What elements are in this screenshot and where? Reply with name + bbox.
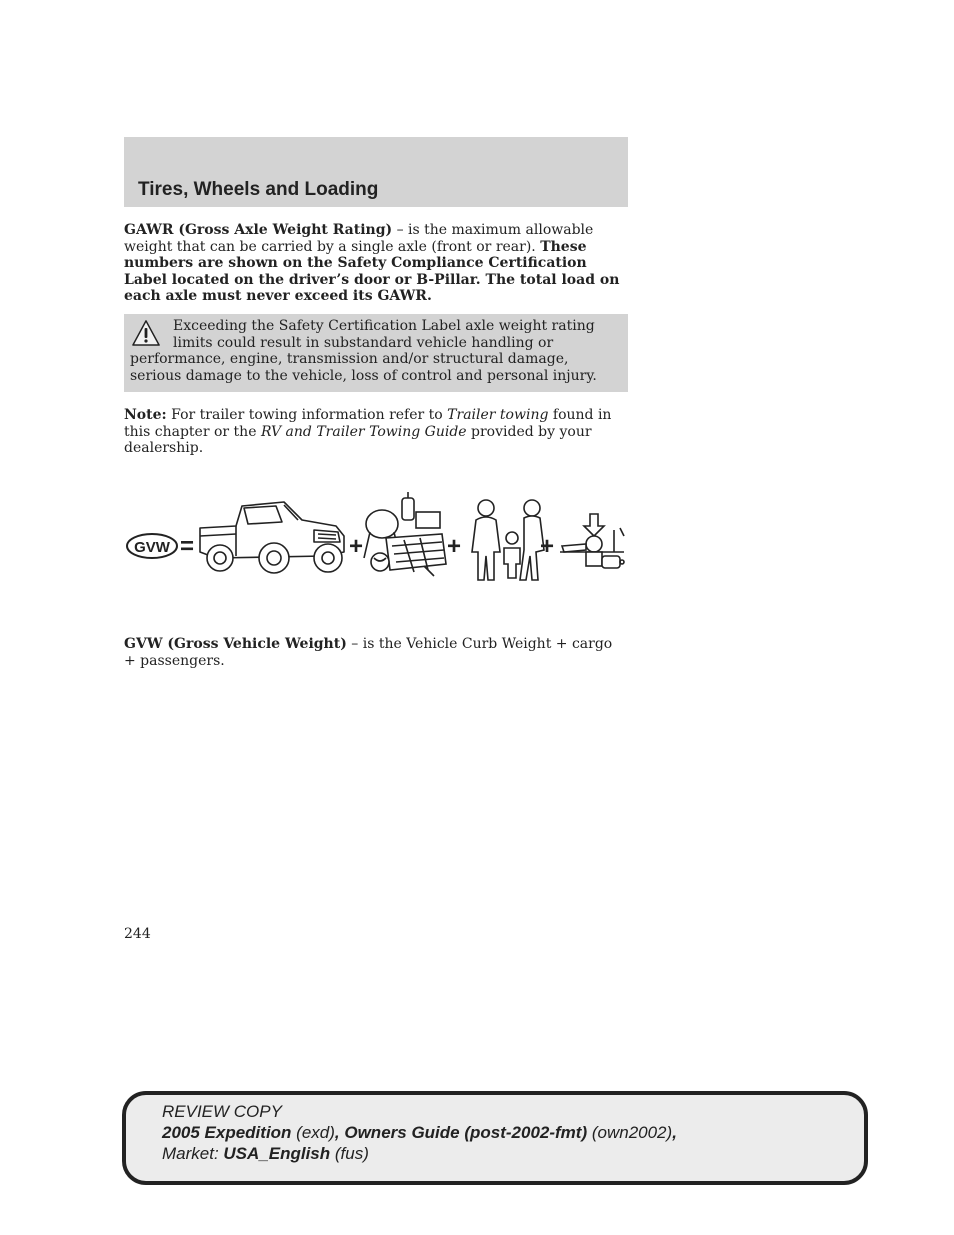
warning-box: [124, 314, 628, 392]
cargo-icon: [364, 492, 446, 576]
plus-sign-2: +: [446, 533, 462, 560]
section-title: Tires, Wheels and Loading: [138, 179, 379, 200]
review-copy-text: REVIEW COPY 2005 Expedition (exd), Owners Guide (post-2002-fmt) (own2002), Market: USA_English (fus): [162, 1102, 677, 1163]
gvw-term: GVW (Gross Vehicle Weight): [124, 636, 347, 652]
model-name: 2005 Expedition: [162, 1123, 292, 1142]
gvw-badge-label: GVW: [134, 539, 170, 556]
review-copy-footer: [122, 1091, 868, 1185]
gawr-emphasis: These numbers are shown on the Safety Compliance Certification Label located on the driver’s door or B-Pillar. The total load on each axle must never exceed its GAWR.: [124, 238, 620, 304]
market-code: (fus): [330, 1144, 369, 1163]
gvw-paragraph: [124, 636, 624, 669]
trailer-towing-reference: Trailer towing: [447, 407, 549, 423]
gvw-definition: – is the Vehicle Curb Weight + cargo + passengers.: [124, 636, 613, 669]
plus-sign-3: +: [539, 533, 555, 560]
note-paragraph: Note: For trailer towing information refer to Trailer towing found in this chapter or the RV and Trailer Towing Guide provided by your dealership.: [124, 407, 612, 456]
gawr-paragraph: [124, 222, 624, 305]
passengers-icon: [472, 500, 544, 580]
section-header: [124, 137, 628, 207]
gvw-illustration: [124, 490, 628, 590]
model-code: (exd): [291, 1123, 335, 1142]
towing-guide-reference: RV and Trailer Towing Guide: [260, 423, 467, 440]
guide-name: Owners Guide (post-2002-fmt): [344, 1123, 588, 1142]
gvw-equation-figure: [124, 490, 628, 590]
market-label: Market:: [162, 1144, 224, 1163]
gvw-badge: [127, 534, 177, 558]
pickup-truck-icon: [200, 502, 344, 573]
page-number: 244: [124, 926, 151, 942]
trailer-hitch-icon: [560, 514, 624, 568]
plus-sign-1: +: [348, 533, 364, 560]
gawr-term: GAWR (Gross Axle Weight Rating): [124, 222, 393, 238]
review-copy-label: REVIEW COPY: [162, 1102, 282, 1121]
market-name: USA_English: [223, 1144, 331, 1163]
warning-text: Exceeding the Safety Certification Label axle weight rating limits could result in substandard vehicle handling or performance, engine, transmission and/or structural damage, serious damage to the vehicle, loss of control and personal injury.: [130, 318, 597, 384]
equals-sign: =: [179, 533, 195, 560]
note-label: Note:: [124, 407, 167, 423]
guide-code: (own2002): [587, 1123, 673, 1142]
gawr-definition: – is the maximum allowable weight that can be carried by a single axle (front or rear).: [124, 222, 594, 255]
